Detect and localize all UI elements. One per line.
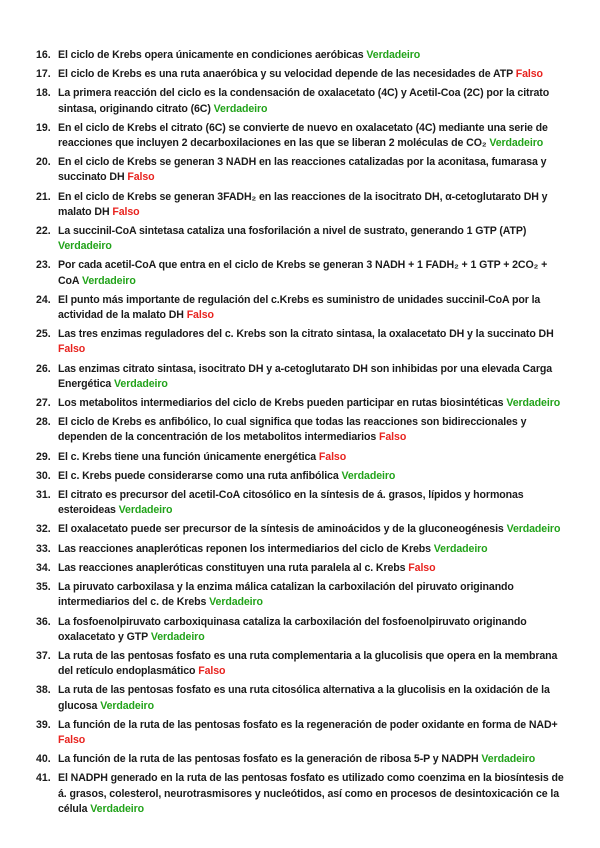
- item-text: [58, 561, 568, 576]
- list-item: [36, 86, 568, 116]
- answer-true-badge: Verdadeiro: [366, 49, 421, 61]
- answer-true-badge: Verdadeiro: [150, 630, 205, 643]
- answer-false-badge: Falso: [408, 561, 436, 574]
- item-text: [58, 718, 568, 748]
- statement-text: La succinil-CoA sintetasa cataliza una fosforilación a nivel de sustrato, generando 1 GTP (ATP): [58, 225, 527, 238]
- answer-true-badge: Verdadeiro: [433, 542, 488, 555]
- statement-text: En el ciclo de Krebs se generan 3 NADH en las reacciones catalizadas por la aconitasa, fumarasa y succinato DH: [58, 156, 547, 184]
- item-text: [58, 580, 568, 610]
- item-text: [58, 615, 568, 645]
- list-item: [36, 48, 568, 63]
- answer-true-badge: Verdadeiro: [100, 699, 154, 712]
- item-number: 39.: [36, 718, 51, 731]
- answer-false-badge: Falso: [186, 309, 214, 322]
- item-number: 24.: [36, 293, 51, 306]
- item-text: [58, 293, 568, 323]
- list-item: [36, 327, 568, 357]
- item-number: 25.: [36, 328, 51, 341]
- list-item: [36, 683, 568, 713]
- list-item: [36, 67, 568, 82]
- list-item: [36, 396, 568, 411]
- item-text: [58, 155, 568, 185]
- item-number: 30.: [36, 469, 51, 482]
- statement-list: [36, 48, 568, 821]
- list-item: [36, 580, 568, 610]
- statement-text: La primera reacción del ciclo es la condensación de oxalacetato (4C) y Acetil-Coa (2C) por la citrato sintasa, originando citrato (6C): [58, 87, 550, 115]
- statement-text: La ruta de las pentosas fosfato es una ruta complementaria a la glucolisis que opera en la membrana del retículo endoplasmático: [58, 649, 558, 678]
- statement-text: Las reacciones anapleróticas constituyen una ruta paralela al c. Krebs: [58, 561, 406, 574]
- list-item: [36, 522, 568, 537]
- list-item: [36, 771, 568, 817]
- item-number: 37.: [36, 649, 51, 662]
- statement-text: Las enzimas citrato sintasa, isocitrato DH y a-cetoglutarato DH son inhibidas por una elevada Carga Energética: [58, 362, 553, 390]
- statement-text: Por cada acetil-CoA que entra en el ciclo de Krebs se generan 3 NADH + 1 FADH₂ + 1 GTP + 2CO₂ + CoA: [58, 259, 548, 287]
- item-number: 27.: [36, 397, 51, 410]
- item-text: [58, 649, 568, 679]
- statement-text: El punto más importante de regulación del c.Krebs es suministro de unidades succinil-CoA por la actividad de la malato DH: [58, 293, 541, 322]
- statement-text: La función de la ruta de las pentosas fosfato es la generación de ribosa 5-P y NADPH: [58, 753, 479, 766]
- item-text: [58, 469, 568, 484]
- list-item: [36, 258, 568, 288]
- answer-true-badge: Verdadeiro: [506, 523, 561, 536]
- statement-text: La piruvato carboxilasa y la enzima málica catalizan la carboxilación del piruvato originando intermediarios del c. de Krebs: [58, 581, 514, 609]
- statement-text: Las tres enzimas reguladores del c. Krebs son la citrato sintasa, la oxalacetato DH y la succinato DH: [58, 328, 554, 341]
- list-item: [36, 561, 568, 576]
- item-number: 33.: [36, 542, 51, 555]
- list-item: [36, 362, 568, 392]
- item-text: [58, 48, 568, 63]
- list-item: [36, 718, 568, 748]
- statement-text: El c. Krebs tiene una función únicamente energética: [58, 450, 317, 463]
- answer-true-badge: Verdadeiro: [58, 240, 112, 253]
- item-text: [58, 488, 568, 518]
- answer-false-badge: Falso: [515, 68, 543, 81]
- item-number: 36.: [36, 615, 51, 628]
- item-text: [58, 522, 568, 537]
- item-text: [58, 121, 568, 151]
- statement-text: En el ciclo de Krebs el citrato (6C) se convierte de nuevo en oxalacetato (4C) mediante una serie de reacciones que incluyen 2 decarboxilaciones en las que se liberan 2 moléculas de CO₂: [58, 121, 548, 150]
- answer-true-badge: Verdadeiro: [341, 469, 396, 482]
- item-number: 41.: [36, 772, 51, 785]
- item-number: 40.: [36, 753, 51, 766]
- item-number: 38.: [36, 684, 51, 697]
- statement-text: Las reacciones anapleróticas reponen los intermediarios del ciclo de Krebs: [58, 542, 431, 555]
- answer-false-badge: Falso: [127, 171, 155, 184]
- answer-false-badge: Falso: [58, 733, 86, 746]
- list-item: [36, 293, 568, 323]
- answer-true-badge: Verdadeiro: [81, 274, 136, 287]
- item-number: 29.: [36, 450, 51, 463]
- statement-text: El ciclo de Krebs es anfibólico, lo cual significa que todas las reacciones son bidireccionales y dependen de la concentración de los metabolitos intermediarios: [58, 416, 527, 444]
- item-number: 23.: [36, 259, 51, 272]
- list-item: [36, 488, 568, 518]
- list-item: [36, 649, 568, 679]
- item-text: [58, 450, 568, 465]
- statement-text: El ciclo de Krebs es una ruta anaeróbica y su velocidad depende de las necesidades de ATP: [58, 68, 513, 81]
- item-number: 26.: [36, 362, 51, 375]
- item-text: [58, 415, 568, 445]
- item-number: 31.: [36, 489, 51, 502]
- list-item: [36, 469, 568, 484]
- statement-text: Los metabolitos intermediarios del ciclo de Krebs pueden participar en rutas biosintéticas: [58, 397, 504, 410]
- answer-false-badge: Falso: [112, 205, 140, 218]
- item-text: [58, 190, 568, 220]
- statement-text: La fosfoenolpiruvato carboxiquinasa cataliza la carboxilación del fosfoenolpiruvato originando oxalacetato y GTP: [58, 615, 527, 643]
- item-text: [58, 362, 568, 392]
- list-item: [36, 190, 568, 220]
- answer-false-badge: Falso: [318, 450, 347, 463]
- item-text: [58, 258, 568, 288]
- item-text: [58, 327, 568, 357]
- item-number: 16.: [36, 49, 51, 61]
- item-text: [58, 224, 568, 254]
- item-text: [58, 67, 568, 82]
- item-number: 19.: [36, 121, 51, 134]
- item-number: 34.: [36, 561, 51, 574]
- item-text: [58, 542, 568, 557]
- statement-text: El NADPH generado en la ruta de las pentosas fosfato es utilizado como coenzima en la biosíntesis de á. grasos, colesterol, neurotrasmisores y nucleótidos, así como en procesos de desintoxicación ce la célula: [58, 772, 564, 815]
- item-number: 32.: [36, 523, 51, 536]
- item-number: 21.: [36, 190, 51, 203]
- statement-text: El ciclo de Krebs opera únicamente en condiciones aeróbicas: [58, 49, 364, 61]
- answer-true-badge: Verdadeiro: [90, 802, 145, 815]
- list-item: [36, 752, 568, 767]
- list-item: [36, 615, 568, 645]
- statement-text: La ruta de las pentosas fosfato es una ruta citosólica alternativa a la glucolisis en la oxidación de la glucosa: [58, 684, 550, 712]
- answer-true-badge: Verdadeiro: [209, 596, 263, 609]
- answer-false-badge: Falso: [198, 665, 226, 678]
- answer-true-badge: Verdadeiro: [506, 397, 561, 410]
- item-text: [58, 86, 568, 116]
- answer-false-badge: Falso: [379, 431, 407, 444]
- list-item: [36, 542, 568, 557]
- answer-true-badge: Verdadeiro: [114, 377, 168, 390]
- statement-text: El citrato es precursor del acetil-CoA citosólico en la síntesis de á. grasos, lípidos y hormonas esteroideas: [58, 489, 524, 517]
- list-item: [36, 155, 568, 185]
- statement-text: La función de la ruta de las pentosas fosfato es la regeneración de poder oxidante en forma de NAD+: [58, 718, 558, 731]
- list-item: [36, 450, 568, 465]
- item-number: 35.: [36, 581, 51, 594]
- answer-true-badge: Verdadeiro: [118, 504, 173, 517]
- statement-text: El c. Krebs puede considerarse como una ruta anfibólica: [58, 469, 339, 482]
- item-text: [58, 396, 568, 411]
- item-number: 17.: [36, 68, 51, 81]
- statement-text: El oxalacetato puede ser precursor de la síntesis de aminoácidos y de la gluconeogénesis: [58, 523, 504, 536]
- item-text: [58, 683, 568, 713]
- list-item: [36, 224, 568, 254]
- item-number: 18.: [36, 87, 51, 100]
- answer-false-badge: Falso: [58, 343, 86, 356]
- item-number: 28.: [36, 416, 51, 429]
- item-number: 22.: [36, 225, 51, 238]
- item-text: [58, 752, 568, 767]
- answer-true-badge: Verdadeiro: [489, 137, 544, 150]
- item-text: [58, 771, 568, 817]
- answer-true-badge: Verdadeiro: [213, 102, 268, 115]
- list-item: [36, 415, 568, 445]
- statement-text: En el ciclo de Krebs se generan 3FADH₂ en las reacciones de la isocitrato DH, α-cetoglutarato DH y malato DH: [58, 190, 548, 218]
- item-number: 20.: [36, 156, 51, 169]
- answer-true-badge: Verdadeiro: [481, 753, 536, 766]
- list-item: [36, 121, 568, 151]
